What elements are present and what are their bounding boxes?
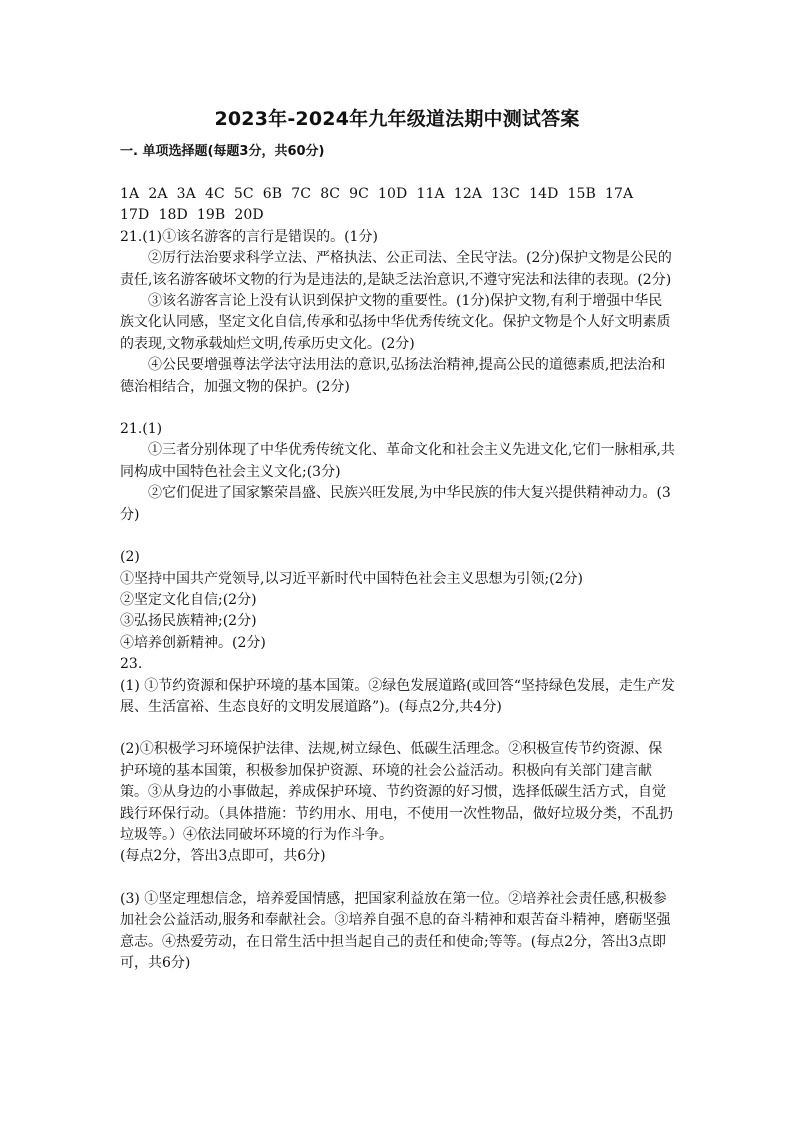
q21b-heading: 21.(1) bbox=[120, 421, 163, 438]
spacer bbox=[120, 398, 676, 419]
mc-answers-line-1: 1A 2A 3A 4C 5C 6B 7C 8C 9C 10D 11A 12A 13C 14D 15B 17A bbox=[120, 186, 634, 202]
spacer bbox=[120, 868, 676, 889]
q21a-point-2: ②厉行法治要求科学立法、严格执法、公正司法、全民守法。(2分)保护文物是公民的责任,该名游客破坏文物的行为是违法的,是缺乏法治意识,不遵守宪法和法律的表现。(2分) bbox=[120, 250, 672, 288]
q21a-heading: 21.(1)①该名游客的言行是错误的。(1分) bbox=[120, 228, 378, 245]
q21b-part2-point-2: ②坚定文化自信;(2分) bbox=[120, 591, 257, 608]
mc-answers-line-2: 17D 18D 19B 20D bbox=[120, 207, 264, 224]
q23-part-1: (1) ①节约资源和保护环境的基本国策。②绿色发展道路(或回答“坚持绿色发展，走生产发展、生活富裕、生态良好的文明发展道路”)。(每点2分,共4分) bbox=[120, 677, 675, 715]
q21b-part2-point-4: ④培养创新精神。(2分) bbox=[120, 634, 266, 651]
q21b-part2-point-3: ③弘扬民族精神;(2分) bbox=[120, 613, 257, 630]
q21b-part2-point-1: ①坚持中国共产党领导,以习近平新时代中国特色社会主义思想为引领;(2分) bbox=[120, 570, 583, 587]
section-heading-multiple-choice: 一. 单项选择题(每题3分，共60分) bbox=[120, 144, 325, 159]
q23-part-3: (3) ①坚定理想信念，培养爱国情感，把国家利益放在第一位。②培养社会责任感,积极参加社会公益活动,服务和奉献社会。③培养自强不息的奋斗精神和艰苦奋斗精神，磨砺坚强意志。④热爱劳动，在日常生活中担当起自己的责任和使命;等等。(每点2分，答出3点即可，共6分) bbox=[120, 890, 671, 971]
spacer bbox=[120, 718, 676, 739]
q21b-part2-heading: (2) bbox=[120, 549, 140, 566]
spacer bbox=[120, 526, 676, 547]
q23-part-2: (2)①积极学习环境保护法律、法规,树立绿色、低碳生活理念。②积极宣传节约资源、保护环境的基本国策，积极参加保护资源、环境的社会公益活动。积极向有关部门建言献策。③从身边的小事做起，养成保护环境、节约资源的好习惯，选择低碳生活方式，自觉践行环保行动。（具体措施：节约用水、用电，不使用一次性物品，做好垃圾分类，不乱扔垃圾等。）④依法同破坏环境的行为作斗争。 bbox=[120, 741, 673, 843]
q21a-point-4: ④公民要增强尊法学法守法用法的意识,弘扬法治精神,提高公民的道德素质,把法治和德治相结合，加强文物的保护。(2分) bbox=[120, 357, 666, 395]
answer-body bbox=[120, 184, 676, 974]
q23-heading: 23. bbox=[120, 656, 143, 673]
q21b-point-1: ①三者分别体现了中华优秀传统文化、革命文化和社会主义先进文化,它们一脉相承,共同构成中国特色社会主义文化;(3分) bbox=[120, 442, 675, 480]
page-title: 2023年-2024年九年级道法期中测试答案 bbox=[214, 108, 580, 130]
q21a-point-3: ③该名游客言论上没有认识到保护文物的重要性。(1分)保护文物,有利于增强中华民族文化认同感，坚定文化自信,传承和弘扬中华优秀传统文化。保护文物是个人好文明素质的表现,文物承载灿烂文明,传承历史文化。(2分) bbox=[120, 293, 671, 352]
q21b-point-2: ②它们促进了国家繁荣昌盛、民族兴旺发展,为中华民族的伟大复兴提供精神动力。(3分) bbox=[120, 485, 671, 523]
q23-part-2-score: (每点2分，答出3点即可，共6分) bbox=[120, 848, 326, 865]
